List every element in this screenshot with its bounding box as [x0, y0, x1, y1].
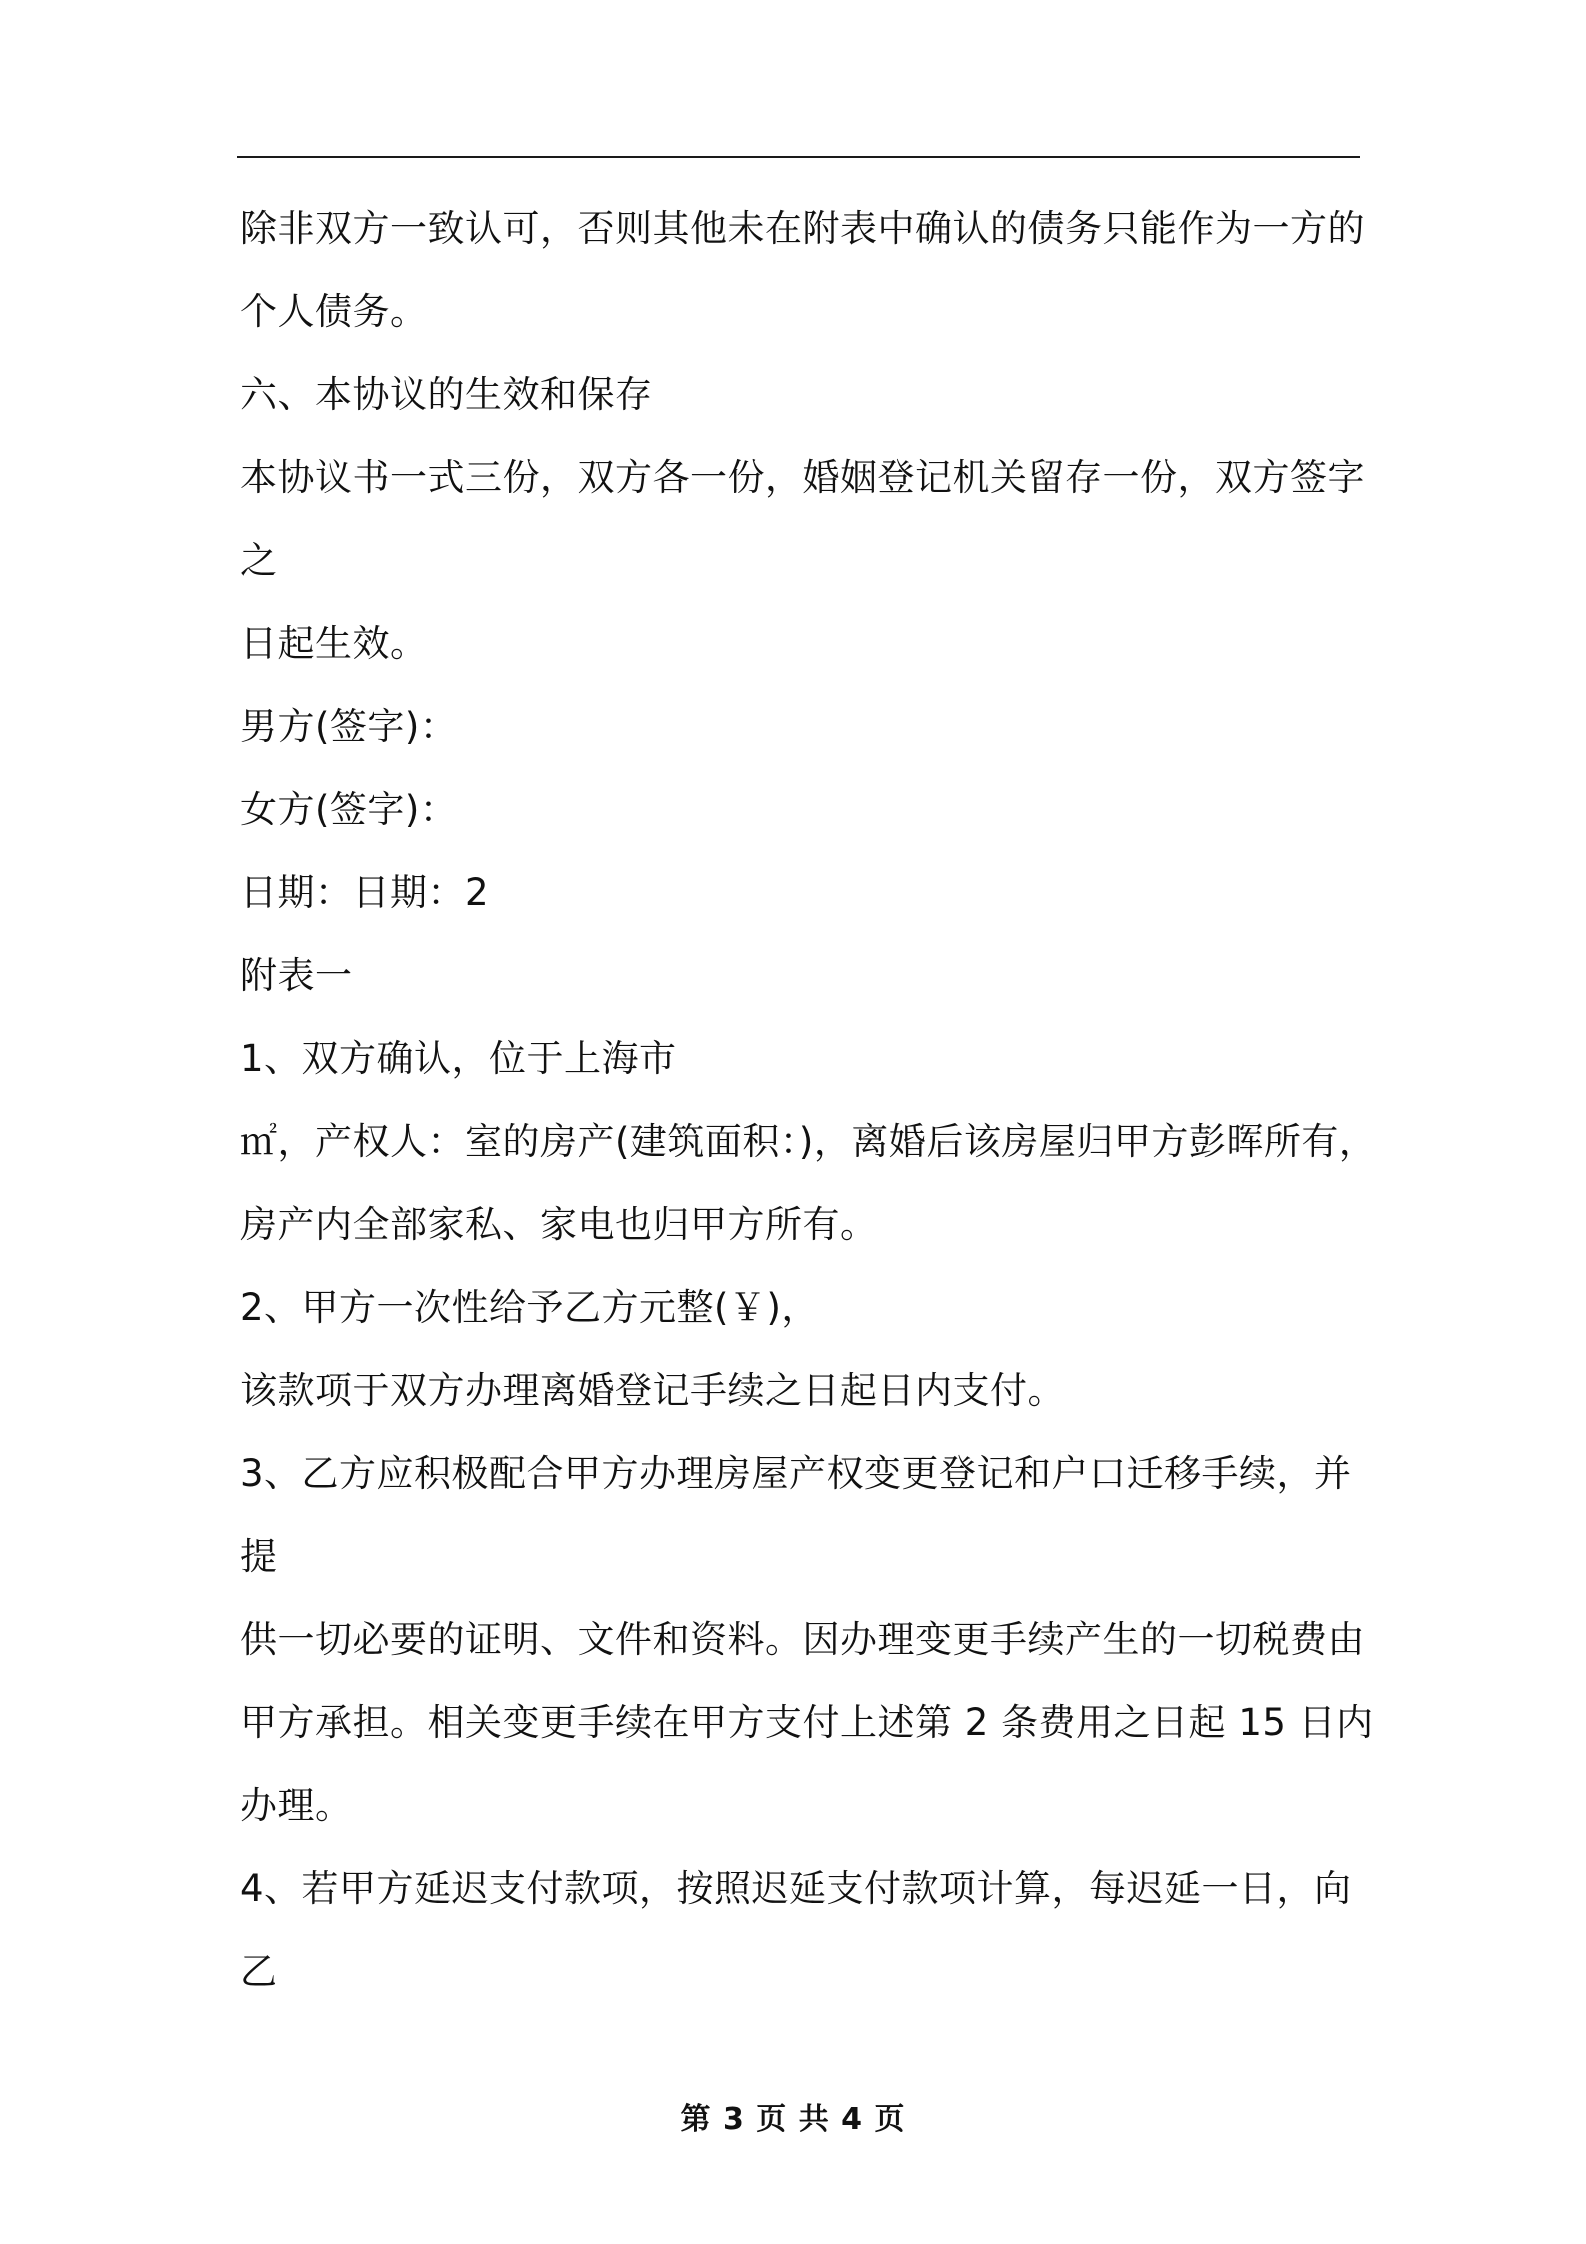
page-number: 第 3 页 共 4 页	[680, 2102, 906, 2137]
body-line: 日起生效。	[240, 622, 428, 665]
body-line: 房产内全部家私、家电也归甲方所有。	[240, 1203, 878, 1246]
date-line: 日期：日期：2	[240, 871, 490, 914]
body-line: 2、甲方一次性给予乙方元整(￥)，	[240, 1286, 819, 1329]
signature-male: 男方(签字)：	[240, 705, 458, 748]
body-line: 办理。	[240, 1784, 353, 1827]
body-line: 1、双方确认，位于上海市	[240, 1037, 677, 1080]
body-line: 4、若甲方延迟支付款项，按照迟延支付款项计算，每迟延一日，向	[240, 1867, 1352, 1910]
body-line: 3、乙方应积极配合甲方办理房屋产权变更登记和户口迁移手续，并	[240, 1452, 1352, 1495]
body-line: 个人债务。	[240, 290, 428, 333]
body-line: 提	[240, 1535, 278, 1578]
body-line: ㎡，产权人：室的房产(建筑面积：)，离婚后该房屋归甲方彭晖所有，	[240, 1120, 1377, 1163]
body-line: 乙	[240, 1950, 278, 1993]
section-heading: 六、本协议的生效和保存	[240, 373, 653, 416]
body-line: 供一切必要的证明、文件和资料。因办理变更手续产生的一切税费由	[240, 1618, 1365, 1661]
body-line: 除非双方一致认可，否则其他未在附表中确认的债务只能作为一方的	[240, 207, 1365, 250]
body-line: 甲方承担。相关变更手续在甲方支付上述第 2 条费用之日起 15 日内	[240, 1701, 1374, 1744]
signature-female: 女方(签字)：	[240, 788, 458, 831]
body-line: 本协议书一式三份，双方各一份，婚姻登记机关留存一份，双方签字	[240, 456, 1365, 499]
header-rule	[237, 156, 1360, 158]
body-line: 该款项于双方办理离婚登记手续之日起日内支付。	[240, 1369, 1065, 1412]
body-line: 之	[240, 539, 278, 582]
appendix-heading: 附表一	[240, 954, 353, 997]
